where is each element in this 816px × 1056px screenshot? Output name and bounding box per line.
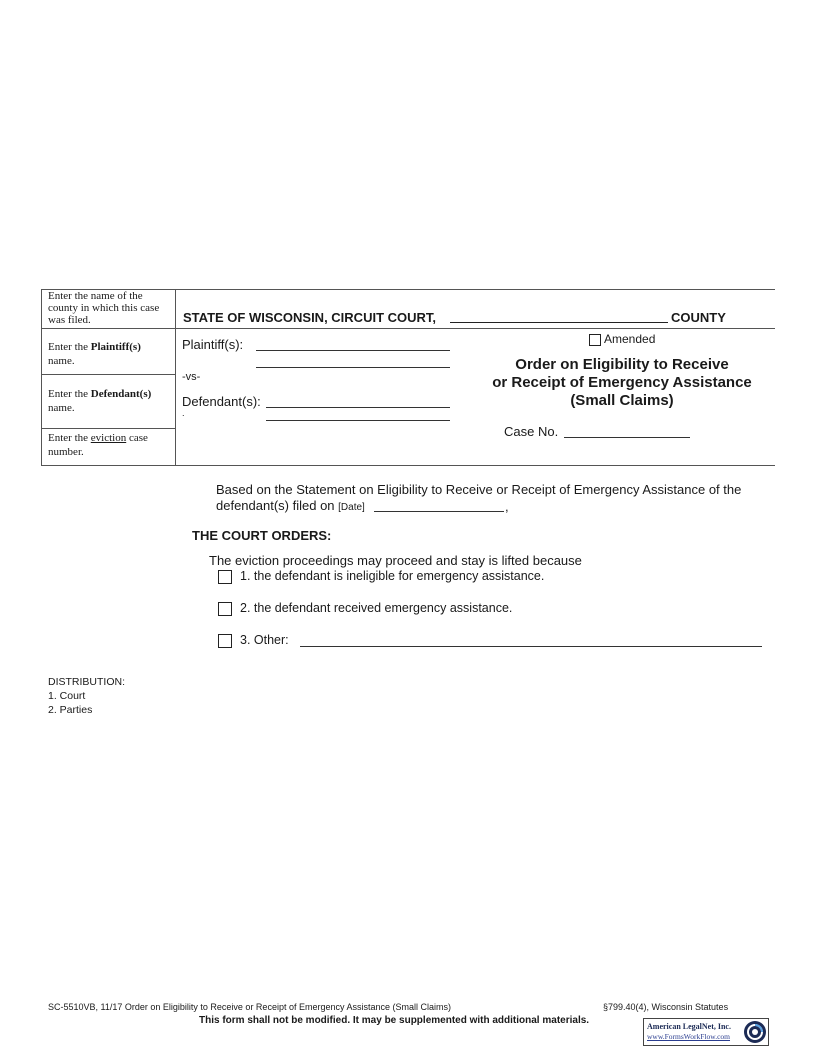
distribution-item-court: 1. Court [48, 690, 86, 702]
sidebar-left-border [41, 289, 42, 465]
vs-label: -vs- [182, 371, 201, 383]
header-mid-rule [41, 328, 775, 329]
option-2-checkbox[interactable] [218, 602, 232, 616]
statement-line-1: Based on the Statement on Eligibility to Receive or Receipt of Emergency Assistance of the [216, 482, 742, 497]
stray-mark: . [182, 408, 185, 418]
defendant-help-post: name. [48, 402, 75, 414]
logo-company-name: American LegalNet, Inc. [647, 1022, 731, 1031]
case-no-input-line[interactable] [564, 437, 690, 438]
plaintiff-input-line-2[interactable] [256, 367, 450, 368]
defendant-input-line-2[interactable] [266, 420, 450, 421]
option-3-label: 3. Other: [240, 633, 289, 647]
distribution-block [48, 675, 125, 717]
option-2-label: 2. the defendant received emergency assistance. [240, 601, 513, 615]
defendant-help-pre: Enter the [48, 388, 89, 400]
order-title-line-1: Order on Eligibility to Receive [515, 356, 729, 373]
footer-notice: This form shall not be modified. It may be supplemented with additional materials. [199, 1015, 590, 1026]
plaintiff-help-text [48, 340, 170, 368]
sidebar-right-border [175, 289, 176, 465]
county-help-label: Enter the name of the county in which this case was filed. [48, 290, 160, 326]
footer-statute: §799.40(4), Wisconsin Statutes [603, 1002, 729, 1012]
footer-form-id: SC-5510VB, 11/17 Order on Eligibility to Receive or Receipt of Emergency Assistance (Small Claims) [48, 1002, 452, 1012]
sidebar-divider-2 [41, 428, 175, 429]
plaintiff-label: Plaintiff(s): [182, 337, 244, 352]
defendant-help-bold: Defendant(s) [90, 388, 152, 400]
date-placeholder[interactable]: [Date] [338, 502, 365, 513]
logo-url: www.FormsWorkFlow.com [647, 1032, 731, 1041]
case-help-post: case number. [48, 432, 148, 458]
statement-line-2 [216, 498, 365, 513]
case-help-underlined: eviction [90, 432, 127, 444]
plaintiff-help-bold: Plaintiff(s) [90, 341, 141, 353]
option-3-checkbox[interactable] [218, 634, 232, 648]
case-no-label: Case No. [504, 424, 559, 439]
sidebar-divider-1 [41, 374, 175, 375]
county-help-text [48, 290, 170, 326]
legalnet-logo [643, 1018, 769, 1046]
header-bottom-rule [41, 465, 775, 466]
defendant-label: Defendant(s): [182, 394, 261, 409]
option-1-label: 1. the defendant is ineligible for emergency assistance. [240, 569, 545, 583]
date-comma: , [505, 499, 509, 514]
defendant-help-text [48, 387, 170, 415]
filed-on-label: defendant(s) filed on [216, 498, 335, 513]
plaintiff-help-pre: Enter the [48, 341, 89, 353]
order-title-line-2: or Receipt of Emergency Assistance [492, 374, 752, 391]
logo-globe-icon [743, 1020, 767, 1044]
plaintiff-input-line-1[interactable] [256, 350, 450, 351]
order-title-line-3: (Small Claims) [570, 392, 674, 409]
case-help-pre: Enter the [48, 432, 89, 444]
case-help-text [48, 431, 170, 459]
amended-checkbox[interactable] [589, 334, 601, 346]
other-input-line[interactable] [300, 646, 762, 647]
county-label: COUNTY [671, 310, 726, 325]
order-title [462, 356, 782, 410]
distribution-item-parties: 2. Parties [48, 704, 93, 716]
proceed-text: The eviction proceedings may proceed and stay is lifted because [209, 553, 582, 568]
amended-label: Amended [604, 332, 656, 346]
distribution-heading: DISTRIBUTION: [48, 676, 126, 688]
option-1-checkbox[interactable] [218, 570, 232, 584]
plaintiff-help-post: name. [48, 355, 75, 367]
county-input-line[interactable] [450, 322, 668, 323]
court-line: STATE OF WISCONSIN, CIRCUIT COURT, [183, 310, 437, 325]
defendant-input-line-1[interactable] [266, 407, 450, 408]
date-input-line[interactable] [374, 511, 504, 512]
court-orders-heading: THE COURT ORDERS: [192, 528, 332, 543]
